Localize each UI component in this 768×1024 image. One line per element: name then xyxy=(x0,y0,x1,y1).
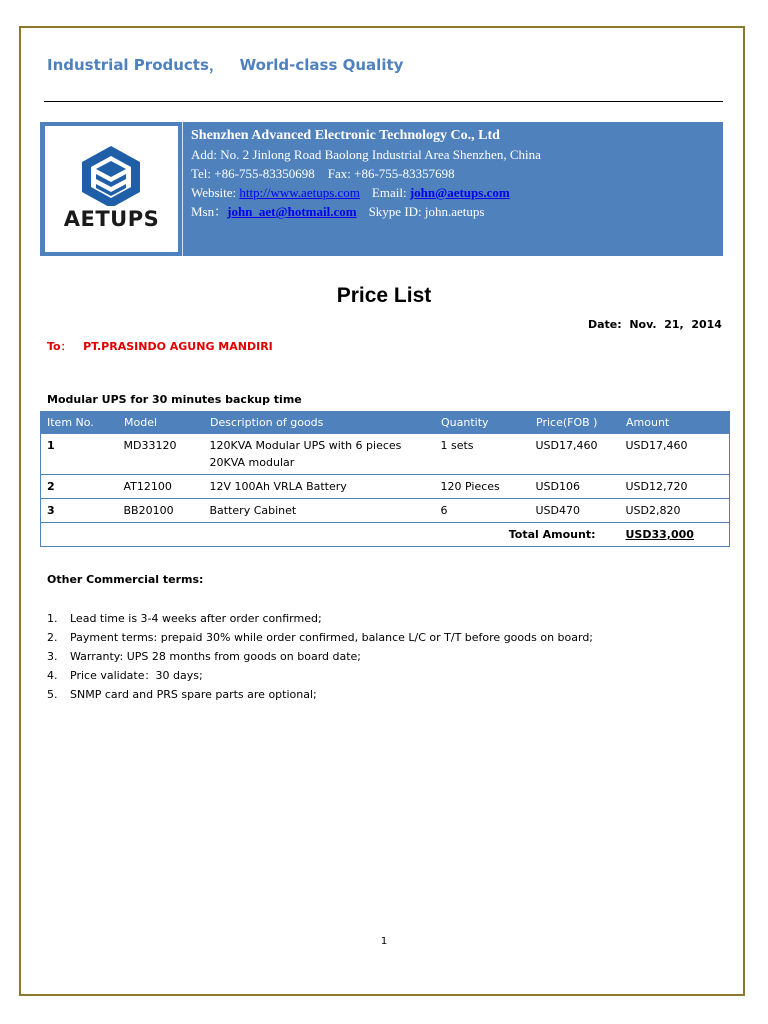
list-item xyxy=(47,666,593,685)
term-text: SNMP card and PRS spare parts are optional; xyxy=(70,688,317,701)
recipient-name: PT.PRASINDO AGUNG MANDIRI xyxy=(83,340,273,353)
cell-price: USD17,460 xyxy=(530,434,620,475)
cell-quantity: 120 Pieces xyxy=(435,475,530,499)
term-number: 3. xyxy=(47,650,58,663)
term-number: 5. xyxy=(47,688,58,701)
company-logo xyxy=(45,126,178,252)
terms-title: Other Commercial terms: xyxy=(47,573,204,586)
msn-label: Msn： xyxy=(191,204,228,219)
cell-quantity: 6 xyxy=(435,499,530,523)
list-item xyxy=(47,628,593,647)
cell-model: BB20100 xyxy=(118,499,204,523)
slogan-divider xyxy=(44,101,723,102)
company-header xyxy=(40,122,723,256)
cell-amount: USD12,720 xyxy=(620,475,730,499)
company-address: Add: No. 2 Jinlong Road Baolong Industrial Area Shenzhen, China xyxy=(191,147,541,162)
page-title: Price List xyxy=(336,284,432,307)
col-header-price: Price(FOB ) xyxy=(530,412,620,434)
cell-amount: USD17,460 xyxy=(620,434,730,475)
page-number: 1 xyxy=(380,936,388,947)
cell-description: 12V 100Ah VRLA Battery xyxy=(204,475,435,499)
email-label: Email: xyxy=(371,185,410,200)
company-web-email xyxy=(191,183,541,202)
msn-link[interactable]: john_aet@hotmail.com xyxy=(227,204,357,219)
term-text: Lead time is 3-4 weeks after order confirmed; xyxy=(70,612,322,625)
cell-model: AT12100 xyxy=(118,475,204,499)
col-header-amount: Amount xyxy=(620,412,730,434)
aetups-logo-icon xyxy=(45,126,178,206)
term-number: 2. xyxy=(47,631,58,644)
cell-description: Battery Cabinet xyxy=(204,499,435,523)
col-header-model: Model xyxy=(118,412,204,434)
company-msn-skype xyxy=(191,202,541,221)
cell-price: USD106 xyxy=(530,475,620,499)
cell-item: 3 xyxy=(41,499,118,523)
terms-list xyxy=(47,609,593,704)
col-header-item: Item No. xyxy=(41,412,118,434)
company-info xyxy=(191,126,541,221)
table-row xyxy=(41,434,730,475)
cell-price: USD470 xyxy=(530,499,620,523)
term-number: 1. xyxy=(47,612,58,625)
logo-wordmark: AETUPS xyxy=(63,207,160,231)
header-separator xyxy=(182,122,183,256)
list-item xyxy=(47,685,593,704)
cell-quantity: 1 sets xyxy=(435,434,530,475)
website-link[interactable]: http://www.aetups.com xyxy=(239,185,360,200)
cell-description xyxy=(204,434,435,475)
term-text: Price validate：30 days; xyxy=(70,669,203,682)
company-phone: Tel: +86-755-83350698 Fax: +86-755-83357698 xyxy=(191,166,455,181)
desc-line: 120KVA Modular UPS with 6 pieces xyxy=(209,439,402,452)
cell-model: MD33120 xyxy=(118,434,204,475)
col-header-quantity: Quantity xyxy=(435,412,530,434)
recipient xyxy=(47,338,273,354)
cell-item: 2 xyxy=(41,475,118,499)
term-text: Warranty: UPS 28 months from goods on board date; xyxy=(70,650,362,663)
desc-line: 20KVA modular xyxy=(209,456,295,469)
total-label: Total Amount: xyxy=(41,523,620,547)
list-item xyxy=(47,609,593,628)
total-value: USD33,000 xyxy=(625,528,694,541)
cell-amount: USD2,820 xyxy=(620,499,730,523)
company-name: Shenzhen Advanced Electronic Technology Co., Ltd xyxy=(191,128,500,143)
recipient-label: To： xyxy=(47,340,72,353)
term-text: Payment terms: prepaid 30% while order confirmed, balance L/C or T/T before goods on board; xyxy=(70,631,594,644)
col-header-description: Description of goods xyxy=(204,412,435,434)
total-row xyxy=(41,523,730,547)
table-row xyxy=(41,475,730,499)
slogan: Industrial Products， World-class Quality xyxy=(47,56,404,74)
term-number: 4. xyxy=(47,669,58,682)
list-item xyxy=(47,647,593,666)
skype-id: Skype ID: john.aetups xyxy=(368,204,485,219)
email-link[interactable]: john@aetups.com xyxy=(409,185,510,200)
table-header-row xyxy=(41,412,730,434)
table-row xyxy=(41,499,730,523)
cell-item: 1 xyxy=(41,434,118,475)
website-label: Website: xyxy=(191,185,240,200)
section-title: Modular UPS for 30 minutes backup time xyxy=(47,393,302,406)
price-table xyxy=(40,411,730,547)
quote-date: Date: Nov. 21, 2014 xyxy=(588,318,722,331)
total-cell xyxy=(620,523,730,547)
